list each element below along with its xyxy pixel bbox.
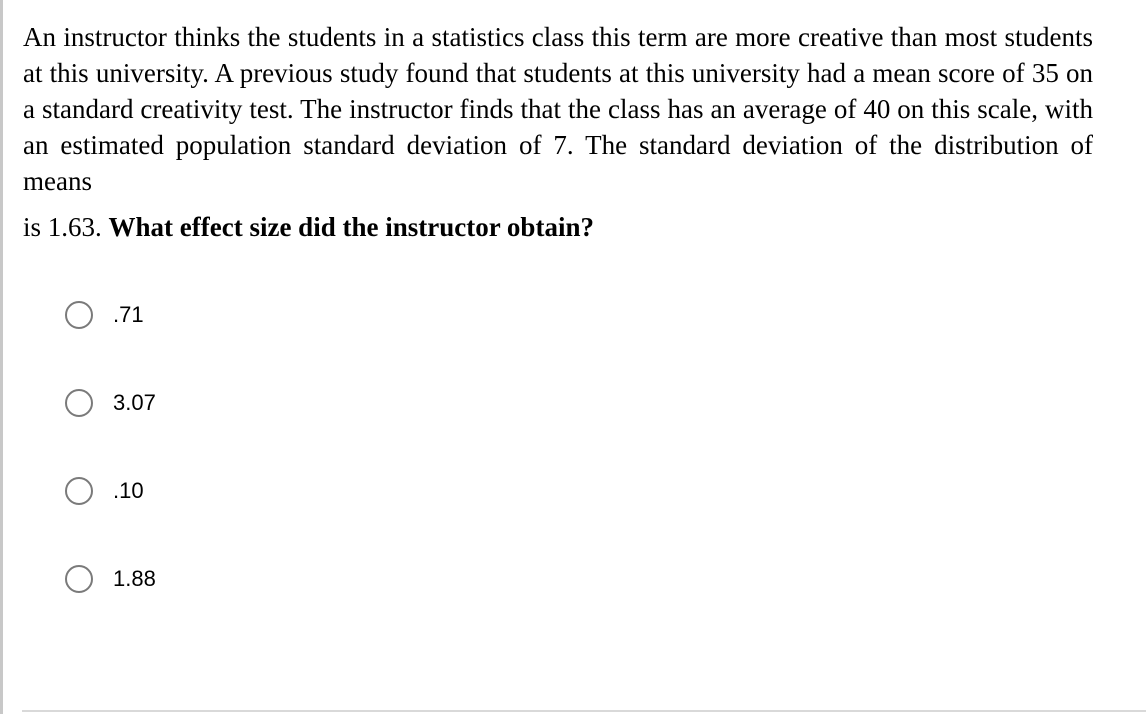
divider	[22, 710, 1146, 712]
radio-button[interactable]	[65, 477, 93, 505]
answer-option-3[interactable]	[65, 465, 156, 517]
radio-button[interactable]	[65, 565, 93, 593]
answer-option-4[interactable]	[65, 553, 156, 605]
option-label: 3.07	[113, 390, 156, 415]
question-body: An instructor thinks the students in a statistics class this term are more creative than most students at this university. A previous study found that students at this university had a mean score of 35 on a standard creativity test. The instructor finds that the class has an average of 40 on this scale, with an estimated population standard deviation of 7. The standard deviation of the distribution of means	[23, 22, 1093, 196]
radio-button[interactable]	[65, 301, 93, 329]
question-prompt	[23, 209, 1093, 245]
option-label: .10	[113, 478, 144, 503]
answer-option-1[interactable]	[65, 289, 156, 341]
left-border	[0, 0, 3, 714]
option-label: 1.88	[113, 566, 156, 591]
radio-button[interactable]	[65, 389, 93, 417]
answer-options	[65, 289, 156, 641]
question-lead: is 1.63.	[23, 212, 109, 242]
answer-option-2[interactable]	[65, 377, 156, 429]
option-label: .71	[113, 302, 144, 327]
question-text	[23, 19, 1093, 245]
question-bold: What effect size did the instructor obtain?	[108, 212, 594, 242]
